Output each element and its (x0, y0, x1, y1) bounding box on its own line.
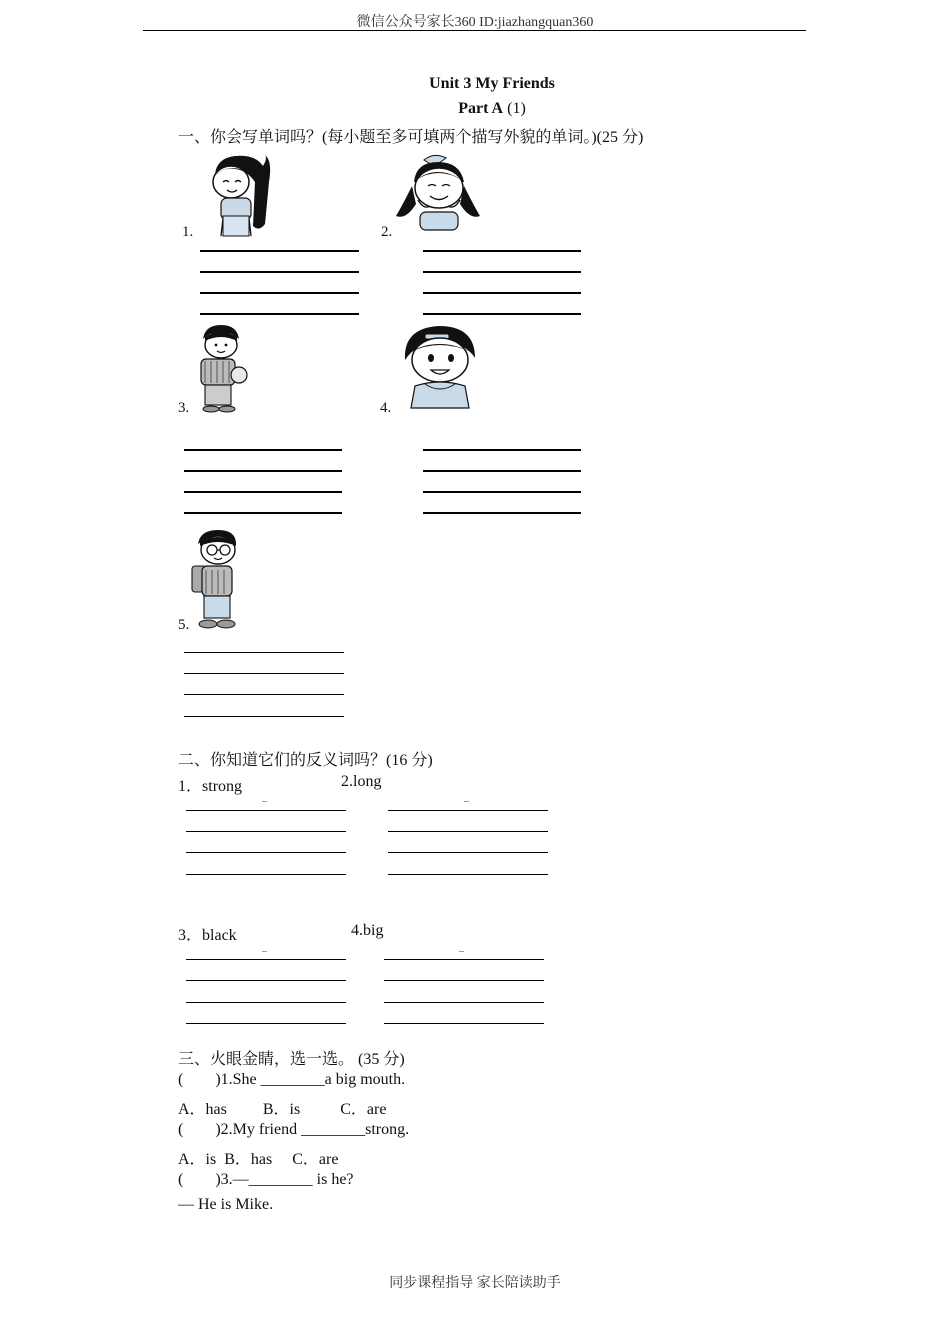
answer-line[interactable] (423, 313, 581, 315)
answer-line[interactable] (184, 673, 344, 674)
answer-line[interactable] (388, 810, 548, 811)
section1-heading: 一、你会写单词吗？(每小题至多可填两个描写外貌的单词。)(25 分) (178, 129, 644, 146)
part-number: (1) (507, 100, 526, 117)
header-rule (143, 30, 806, 31)
item-number: 3. (178, 400, 190, 416)
item-number: 1. (182, 224, 194, 240)
antonym-item-3 (178, 922, 237, 945)
antonym-word: strong (202, 778, 243, 795)
antonym-item-4 (351, 922, 383, 940)
item-number: 4. (380, 400, 392, 416)
answer-line[interactable] (388, 831, 548, 832)
dash-mark: – (464, 796, 469, 807)
answer-line[interactable] (423, 271, 581, 273)
girl-short-hair-picture (395, 322, 495, 414)
item-number: 2. (381, 224, 393, 240)
question-3: ( )3.—________ is he? (178, 1171, 354, 1188)
answer-line[interactable] (184, 652, 344, 653)
boy-glasses-picture (190, 528, 246, 632)
answer-line[interactable] (186, 1002, 346, 1003)
answer-line[interactable] (184, 491, 342, 493)
item-number: 1． (178, 778, 203, 795)
answer-line[interactable] (384, 1023, 544, 1024)
antonym-item-1 (178, 773, 242, 796)
answer-line[interactable] (184, 694, 344, 695)
dash-mark: – (262, 946, 267, 957)
item-number: 4. (351, 922, 363, 939)
item-number: 5. (178, 617, 190, 633)
answer-line[interactable] (388, 852, 548, 853)
answer-line[interactable] (186, 1023, 346, 1024)
answer-line[interactable] (423, 449, 581, 451)
girl-ponytail-picture (193, 152, 283, 238)
part-label: Part A (458, 100, 504, 117)
question-1: ( )1.She ________a big mouth. (178, 1071, 406, 1088)
answer-line[interactable] (423, 250, 581, 252)
section3-heading: 三、火眼金睛，选一选。 (35 分) (178, 1051, 405, 1068)
question-2: ( )2.My friend ________strong. (178, 1121, 410, 1138)
answer-line[interactable] (186, 810, 346, 811)
antonym-word: black (202, 927, 237, 944)
answer-line[interactable] (388, 874, 548, 875)
boy-ball-picture (195, 323, 251, 413)
answer-line[interactable] (384, 980, 544, 981)
girl-pigtails-picture (394, 152, 484, 232)
page-footer: 同步课程指导 家长陪读助手 (389, 1276, 561, 1291)
antonym-item-2 (341, 773, 381, 791)
answer-line[interactable] (423, 470, 581, 472)
answer-line[interactable] (186, 874, 346, 875)
answer-line[interactable] (200, 250, 359, 252)
dash-mark: – (262, 796, 267, 807)
unit-title: Unit 3 My Friends (429, 75, 555, 92)
answer-line[interactable] (384, 959, 544, 960)
answer-line[interactable] (186, 852, 346, 853)
item-number: 3． (178, 927, 203, 944)
answer-line[interactable] (423, 292, 581, 294)
answer-line[interactable] (186, 980, 346, 981)
answer-line-text: — He is Mike. (178, 1196, 274, 1213)
answer-line[interactable] (200, 313, 359, 315)
answer-line[interactable] (184, 470, 342, 472)
answer-line[interactable] (186, 831, 346, 832)
options-1: A．has B．is C．are (178, 1101, 387, 1118)
part-subtitle (0, 100, 950, 118)
item-number: 2. (341, 773, 353, 790)
answer-line[interactable] (184, 512, 342, 514)
page-header: 微信公众号家长360 ID:jiazhangquan360 (356, 15, 594, 30)
answer-line[interactable] (200, 271, 359, 273)
answer-line[interactable] (184, 716, 344, 717)
options-2: A．is B．has C．are (178, 1151, 339, 1168)
antonym-word: big (363, 922, 384, 939)
answer-line[interactable] (384, 1002, 544, 1003)
section2-heading: 二、你知道它们的反义词吗？(16 分) (178, 752, 433, 769)
answer-line[interactable] (423, 491, 581, 493)
answer-line[interactable] (200, 292, 359, 294)
dash-mark: – (459, 946, 464, 957)
antonym-word: long (353, 773, 382, 790)
answer-line[interactable] (423, 512, 581, 514)
answer-line[interactable] (184, 449, 342, 451)
answer-line[interactable] (186, 959, 346, 960)
